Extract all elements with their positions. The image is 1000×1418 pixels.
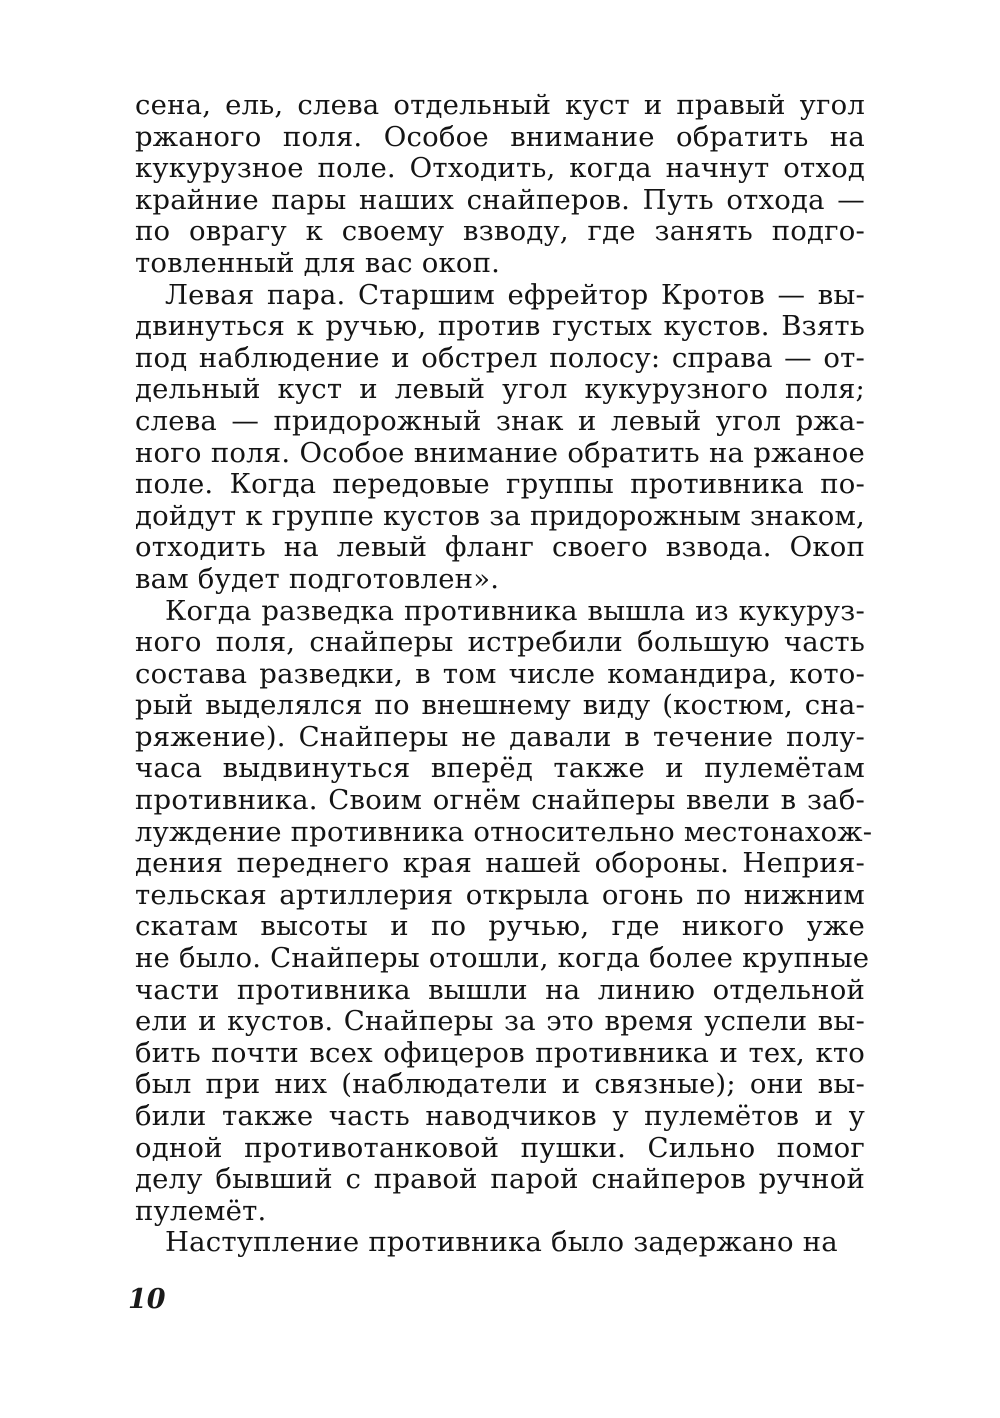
text-line: пулемёт. [135,1194,267,1227]
page-number: 10 [128,1284,166,1315]
text-line: одной противотанковой пушки. Сильно помог [135,1131,865,1164]
text-line: под наблюдение и обстрел полосу: справа — от- [135,341,865,374]
text-line: кукурузное поле. Отходить, когда начнут отход [135,152,865,185]
text-line: делу бывший с правой парой снайперов ручной [135,1163,865,1196]
text-line: товленный для вас окоп. [135,246,501,279]
text-line: дойдут к группе кустов за придорожным знаком, [135,499,865,532]
text-line: по оврагу к своему взводу, где занять подго- [135,215,865,248]
text-line: Наступление противника было задержано на [165,1226,838,1259]
text-line: не было. Снайперы отошли, когда более крупные [135,942,870,975]
text-line: тельская артиллерия открыла огонь по нижним [135,878,865,911]
text-line: Левая пара. Старшим ефрейтор Кротов — вы- [165,278,865,311]
text-line: был при них (наблюдатели и связные); они вы- [135,1068,865,1101]
text-line: рый выделялся по внешнему виду (костюм, сна- [135,689,865,722]
text-line: слева — придорожный знак и левый угол ржа- [135,404,865,437]
text-line: крайние пары наших снайперов. Путь отхода — [135,183,865,216]
page-body [135,89,873,1259]
text-line: ного поля, снайперы истребили большую часть [135,626,865,659]
text-line: поле. Когда передовые группы противника по- [135,468,865,501]
text-line: часа выдвинуться вперёд также и пулемётам [135,752,865,785]
text-line: отходить на левый фланг своего взвода. Окоп [135,531,865,564]
text-line: вам будет подготовлен». [135,562,500,595]
text-line: ного поля. Особое внимание обратить на ржаное [135,436,865,469]
text-line: сена, ель, слева отдельный куст и правый угол [135,89,865,121]
paragraph [135,594,873,1228]
text-line: дения переднего края нашей обороны. Неприя- [135,847,865,880]
text-line: части противника вышли на линию отдельной [135,973,865,1006]
text-line: ржаного поля. Особое внимание обратить на [135,120,865,153]
text-line: двинуться к ручью, против густых кустов. Взять [135,310,865,343]
text-line: ряжение). Снайперы не давали в течение полу- [135,720,865,753]
text-line: луждение противника относительно местонахож- [135,815,873,848]
text-line: Когда разведка противника вышла из кукуруз- [165,594,865,627]
text-line: скатам высоты и по ручью, где никого уже [135,910,865,943]
text-line: противника. Своим огнём снайперы ввели в заб- [135,784,865,817]
text-line: состава разведки, в том числе командира, кото- [135,657,865,690]
text-line: бить почти всех офицеров противника и тех, кто [135,1036,865,1069]
text-line: ели и кустов. Снайперы за это время успели вы- [135,1005,865,1038]
paragraph [135,1227,865,1259]
paragraph [135,90,865,280]
text-line: дельный куст и левый угол кукурузного поля; [135,373,865,406]
paragraph [135,280,865,596]
text-line: били также часть наводчиков у пулемётов и у [135,1100,865,1132]
